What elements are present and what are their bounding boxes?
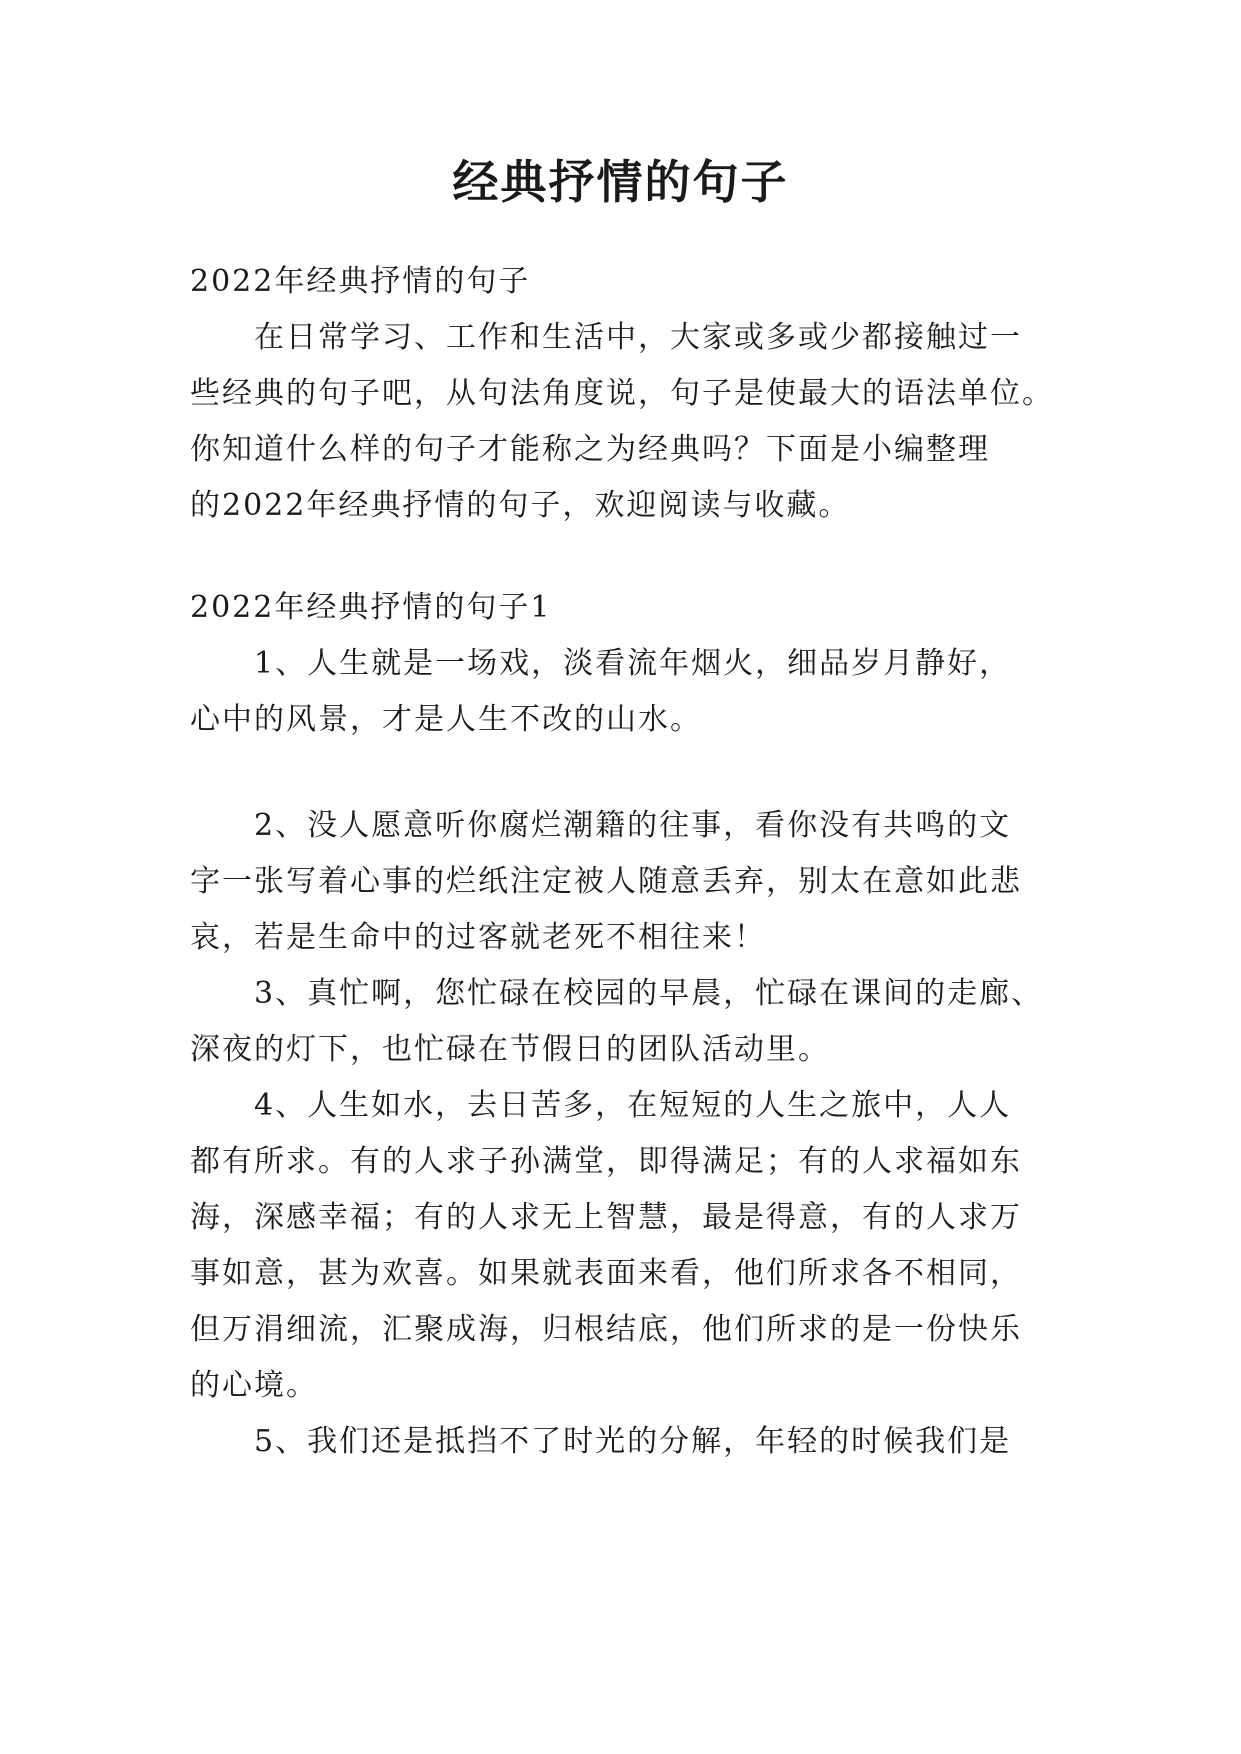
text-line: 些经典的句子吧，从句法角度说，句子是使最大的语法单位。: [190, 376, 1054, 411]
section-heading: 2022年经典抒情的句子1: [190, 590, 552, 625]
text-line: 5、我们还是抵挡不了时光的分解，年轻的时候我们是: [254, 1424, 1012, 1459]
text-line: 字一张写着心事的烂纸注定被人随意丢弃，别太在意如此悲: [190, 864, 1022, 899]
text-line: 在日常学习、工作和生活中，大家或多或少都接触过一: [254, 320, 1022, 355]
text-line: 都有所求。有的人求子孙满堂，即得满足；有的人求福如东: [190, 1144, 1022, 1179]
text-line: 2022年经典抒情的句子: [190, 264, 531, 299]
text-line: 哀，若是生命中的过客就老死不相往来！: [190, 920, 766, 955]
text-line: 4、人生如水，去日苦多，在短短的人生之旅中，人人: [254, 1088, 1012, 1123]
text-line: 海，深感幸福；有的人求无上智慧，最是得意，有的人求万: [190, 1200, 1022, 1235]
document-title: 经典抒情的句子: [452, 155, 789, 209]
text-line: 2、没人愿意听你腐烂潮籍的往事，看你没有共鸣的文: [254, 808, 1012, 843]
text-line: 的心境。: [190, 1368, 318, 1403]
text-line: 心中的风景，才是人生不改的山水。: [190, 702, 702, 737]
text-line: 3、真忙啊，您忙碌在校园的早晨，忙碌在课间的走廊、: [254, 976, 1044, 1011]
text-line: 你知道什么样的句子才能称之为经典吗？下面是小编整理: [190, 432, 990, 467]
text-line: 事如意，甚为欢喜。如果就表面来看，他们所求各不相同，: [190, 1256, 1022, 1291]
text-line: 1、人生就是一场戏，淡看流年烟火，细品岁月静好，: [254, 646, 1012, 681]
text-line: 但万涓细流，汇聚成海，归根结底，他们所求的是一份快乐: [190, 1312, 1022, 1347]
text-line: 深夜的灯下，也忙碌在节假日的团队活动里。: [190, 1032, 830, 1067]
text-line: 的2022年经典抒情的句子，欢迎阅读与收藏。: [190, 488, 851, 523]
